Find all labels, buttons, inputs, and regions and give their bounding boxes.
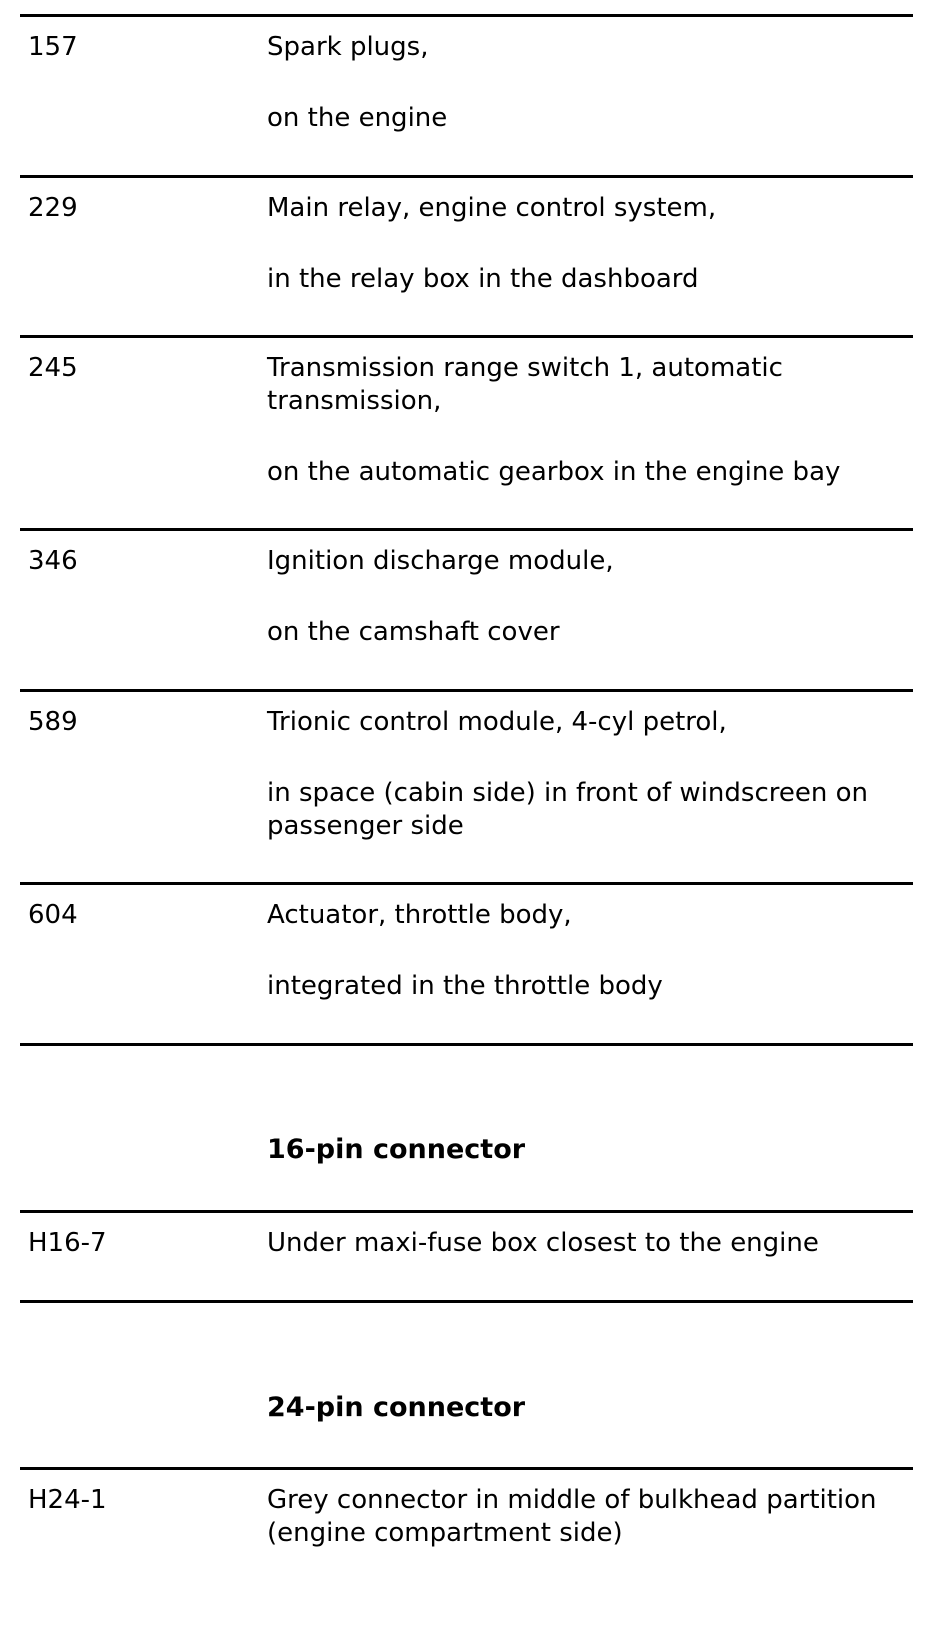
connector-code: H24-1 — [28, 1485, 107, 1515]
component-location: integrated in the throttle body — [267, 971, 663, 1001]
component-name: Main relay, engine control system, — [267, 193, 717, 223]
component-code: 245 — [28, 353, 78, 383]
table-row — [20, 1467, 913, 1557]
section-title: 24-pin connector — [267, 1392, 526, 1423]
component-name: Actuator, throttle body, — [267, 900, 572, 930]
component-location: on the engine — [267, 103, 448, 133]
component-location: on the camshaft cover — [267, 617, 560, 647]
component-code: 229 — [28, 193, 78, 223]
component-description — [267, 531, 913, 649]
component-code: 604 — [28, 900, 78, 930]
component-location: in the relay box in the dashboard — [267, 264, 699, 294]
component-description — [267, 338, 913, 489]
component-code: 157 — [28, 32, 78, 62]
connector-code: H16-7 — [28, 1228, 107, 1258]
component-location: on the automatic gearbox in the engine bay — [267, 457, 841, 487]
section-header — [20, 1303, 913, 1467]
section-header — [20, 1046, 913, 1210]
table-row — [20, 528, 913, 689]
connector-location-text: Under maxi-fuse box closest to the engine — [267, 1228, 819, 1258]
table-row — [20, 882, 913, 1046]
component-name: Trionic control module, 4-cyl petrol, — [267, 707, 727, 737]
connector-location — [267, 1213, 913, 1260]
component-name: Ignition discharge module, — [267, 546, 614, 576]
component-code: 346 — [28, 546, 78, 576]
table-row — [20, 1210, 913, 1303]
component-description — [267, 885, 913, 1003]
table-row — [20, 335, 913, 528]
table-row — [20, 689, 913, 882]
component-location: in space (cabin side) in front of windscreen on passenger side — [267, 778, 868, 841]
connector-location — [267, 1470, 913, 1550]
connector-location-text: Grey connector in middle of bulkhead partition (engine compartment side) — [267, 1485, 877, 1548]
component-table — [20, 14, 913, 1557]
component-name: Transmission range switch 1, automatic transmission, — [267, 353, 783, 416]
component-description — [267, 17, 913, 135]
component-code: 589 — [28, 707, 78, 737]
component-description — [267, 178, 913, 296]
table-row — [20, 175, 913, 335]
section-title: 16-pin connector — [267, 1134, 526, 1165]
table-row — [20, 14, 913, 175]
component-description — [267, 692, 913, 843]
component-name: Spark plugs, — [267, 32, 429, 62]
